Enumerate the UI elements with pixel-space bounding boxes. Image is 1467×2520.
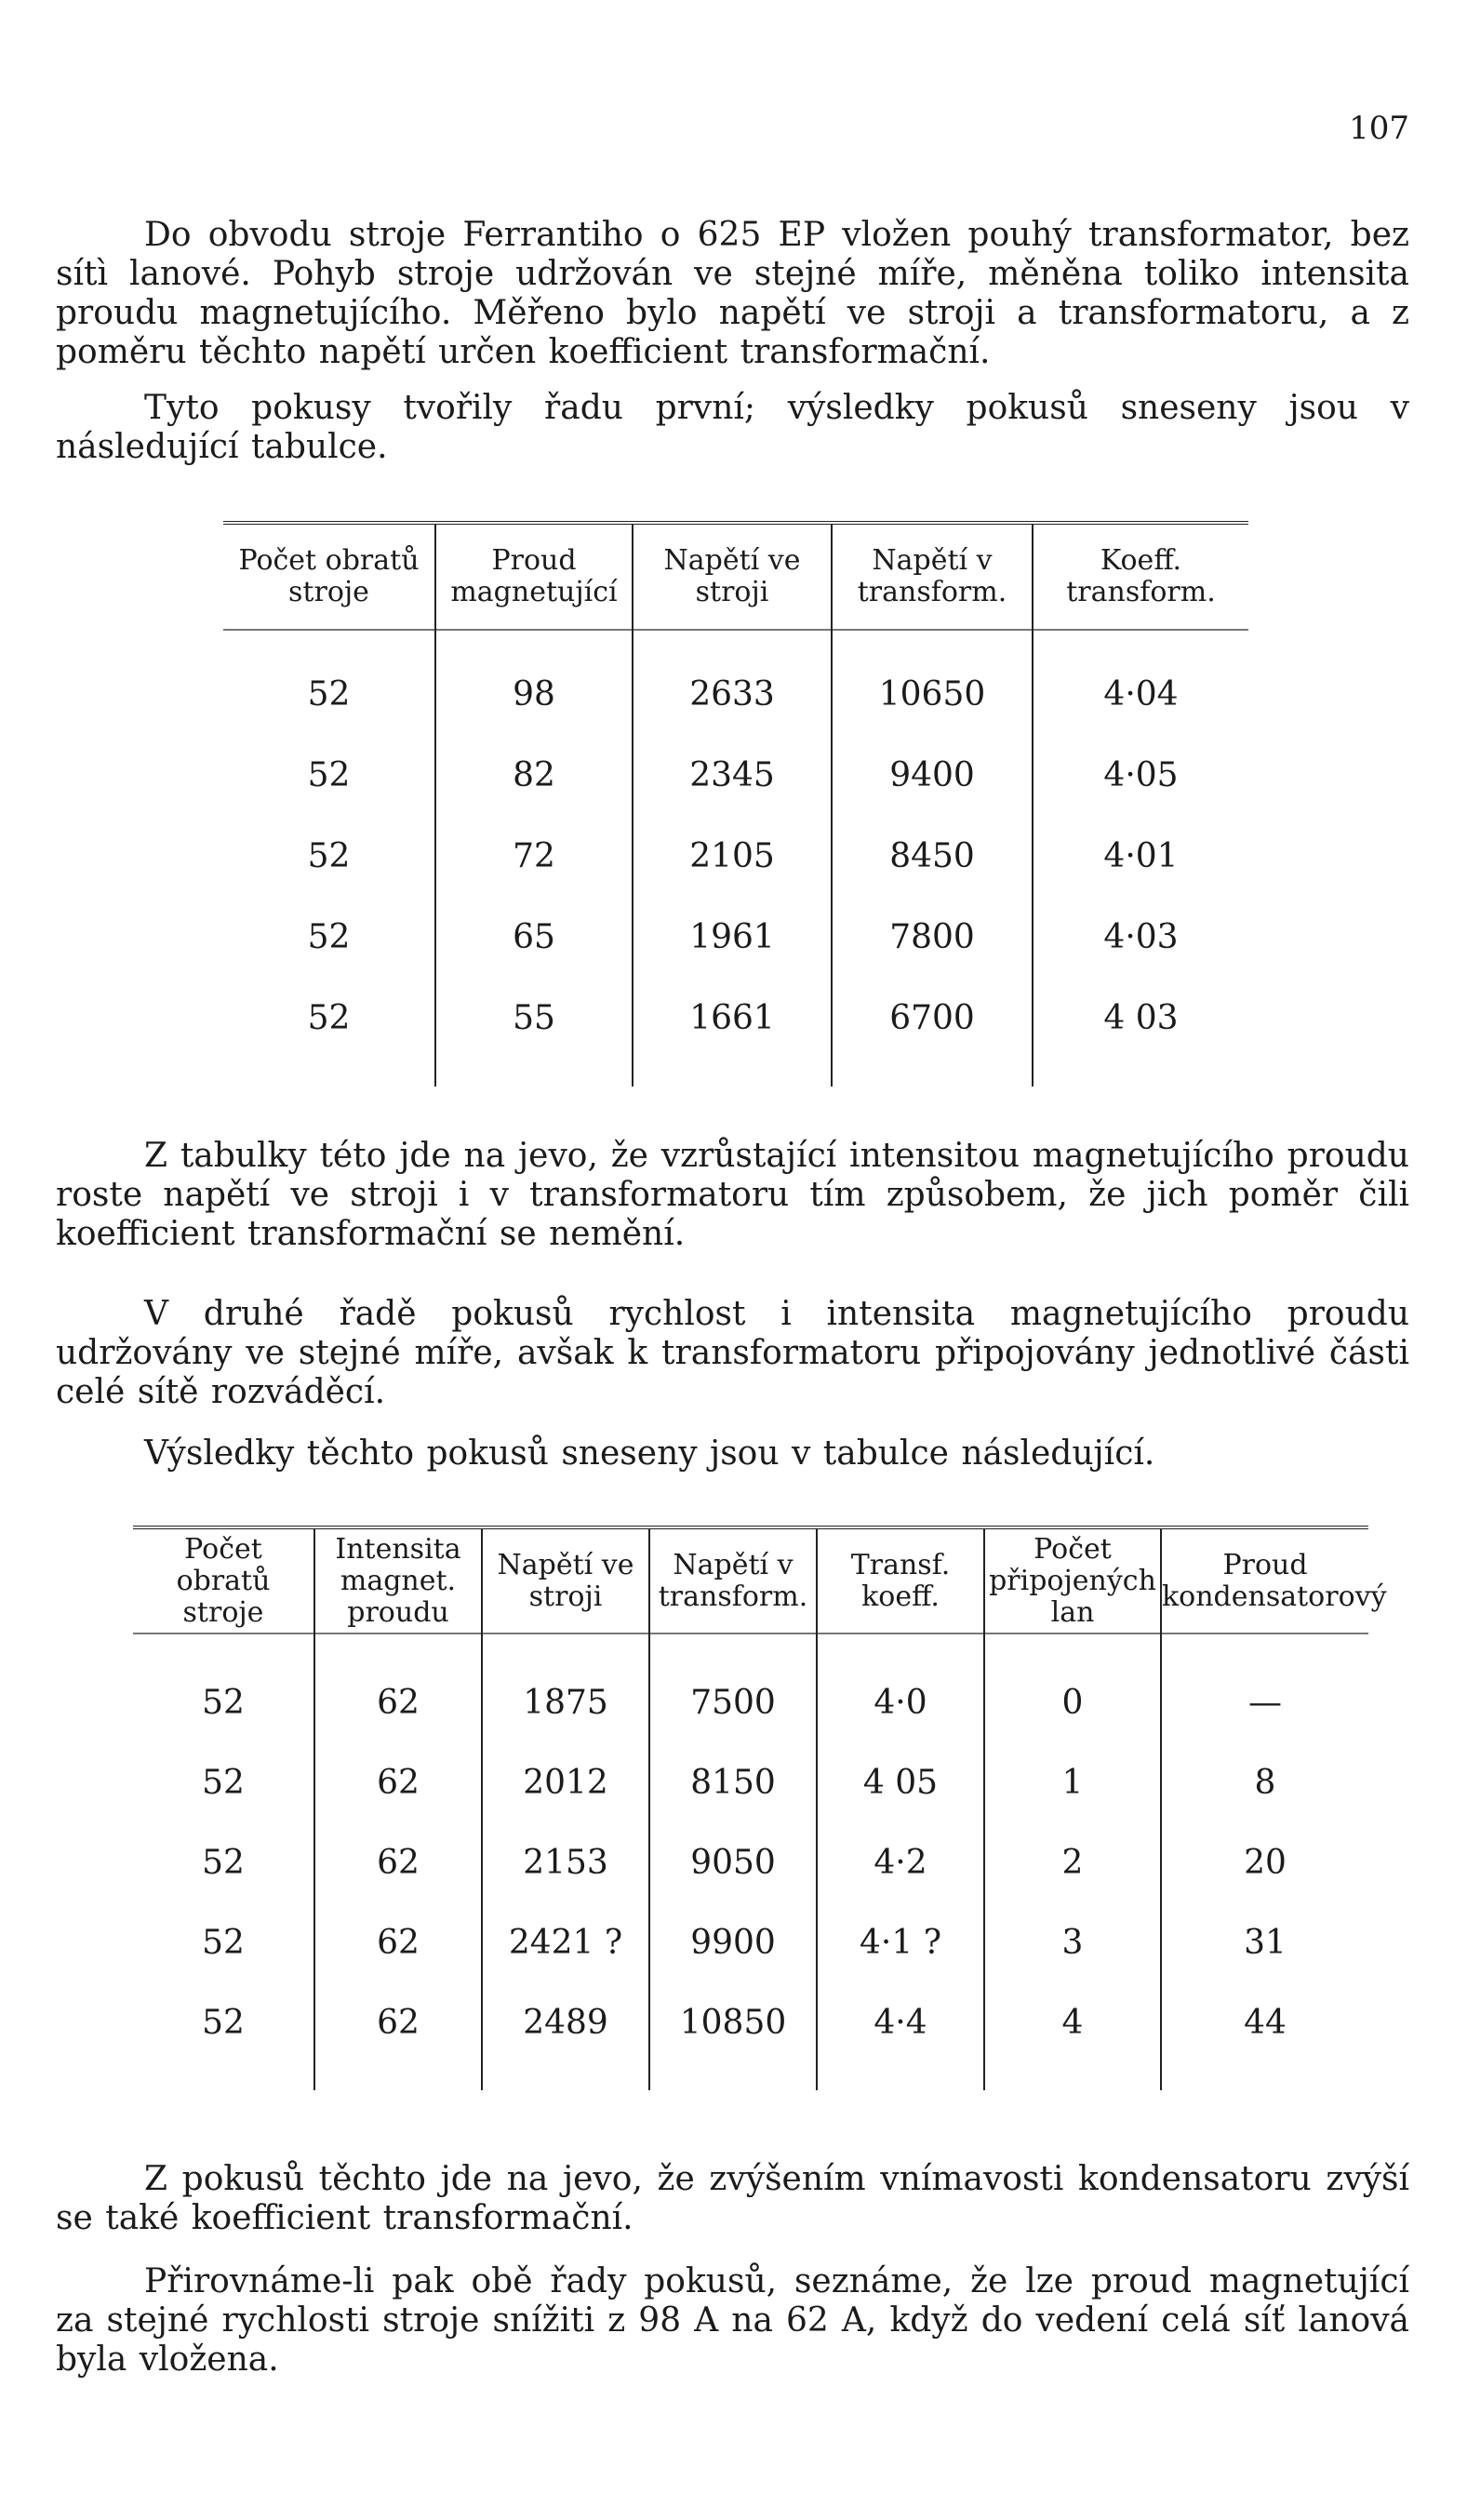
table-cell: 44 — [1161, 1982, 1368, 2062]
table-cell: 31 — [1161, 1902, 1368, 1982]
header-cell: Intensita magnet. proudu — [314, 1527, 482, 1633]
table-tail — [223, 1059, 1248, 1087]
header-cell: Napětí ve stroji — [482, 1527, 649, 1633]
table-cell: 52 — [202, 1923, 245, 1962]
table-cell: 52 — [202, 1843, 245, 1882]
table-header-row — [223, 523, 1248, 630]
paragraph-6 — [56, 2160, 1409, 2238]
table-cell: 62 — [314, 1742, 482, 1822]
table-cell: 52 — [307, 918, 351, 956]
table-cell: 72 — [435, 816, 633, 897]
table-cell: 52 — [307, 756, 351, 794]
table-cell: 82 — [435, 735, 633, 816]
table-cell: 1961 — [633, 897, 832, 978]
table-cell: 4·0 — [817, 1662, 984, 1742]
table-cell: 62 — [314, 1902, 482, 1982]
table-row — [133, 1662, 1368, 1742]
paragraph-1 — [56, 216, 1409, 372]
table-row — [223, 978, 1248, 1059]
table-cell: 55 — [435, 978, 633, 1059]
paragraph-2-text: Tyto pokusy tvořily řadu první; výsledky pokusů sneseny jsou v následující tabulce. — [56, 389, 1409, 466]
table-cell: 2421 ? — [482, 1902, 649, 1982]
table-row — [133, 1902, 1368, 1982]
table-row — [223, 816, 1248, 897]
table-cell: 8 — [1161, 1742, 1368, 1822]
header-cell: Napětí v transform. — [649, 1527, 817, 1633]
table-cell: 65 — [435, 897, 633, 978]
results-table-series-1 — [223, 521, 1248, 1087]
table-cell: 10650 — [832, 654, 1033, 735]
paragraph-6-text: Z pokusů těchto jde na jevo, že zvýšením vnímavosti kondensatoru zvýší se také koefficient transformační. — [56, 2160, 1409, 2237]
table-cell: 52 — [307, 837, 351, 875]
header-cell: Koeff. transform. — [1033, 523, 1248, 630]
table-cell: 52 — [307, 999, 351, 1037]
table-cell: 2153 — [482, 1822, 649, 1902]
table-cell: 9400 — [832, 735, 1033, 816]
table-cell: 4·03 — [1033, 897, 1248, 978]
table-cell: 9900 — [649, 1902, 817, 1982]
table-cell: 98 — [435, 654, 633, 735]
table-cell: 8150 — [649, 1742, 817, 1822]
table-cell: 7500 — [649, 1662, 817, 1742]
table-cell: 2345 — [633, 735, 832, 816]
table-cell: 1 — [984, 1742, 1161, 1822]
table-cell: 4·2 — [817, 1822, 984, 1902]
table-cell: 4·4 — [817, 1982, 984, 2062]
table-row — [133, 1742, 1368, 1822]
table-row — [133, 1822, 1368, 1902]
header-rule — [133, 1633, 1368, 1662]
header-cell: Napětí ve stroji — [633, 523, 832, 630]
table-cell: 8450 — [832, 816, 1033, 897]
paragraph-5 — [56, 1434, 1409, 1473]
table-cell: 4·05 — [1033, 735, 1248, 816]
header-cell: Počet obratů stroje — [176, 1532, 271, 1629]
table-cell: 52 — [307, 675, 351, 713]
table-cell: 2012 — [482, 1742, 649, 1822]
table-cell: 62 — [314, 1982, 482, 2062]
table-cell: 2 — [984, 1822, 1161, 1902]
table-cell: 62 — [314, 1662, 482, 1742]
table-cell: 4·04 — [1033, 654, 1248, 735]
table-cell: 4·01 — [1033, 816, 1248, 897]
table-cell: 7800 — [832, 897, 1033, 978]
paragraph-3 — [56, 1137, 1409, 1254]
table-row — [133, 1982, 1368, 2062]
table-tail — [133, 2062, 1368, 2090]
table-cell: 52 — [202, 2003, 245, 2042]
header-cell: Proud magnetující — [435, 523, 633, 630]
table-row — [223, 897, 1248, 978]
table-row — [223, 654, 1248, 735]
table-cell: 4 03 — [1033, 978, 1248, 1059]
results-table-series-2 — [133, 1526, 1387, 2090]
table-cell: 4 — [984, 1982, 1161, 2062]
paragraph-3-text: Z tabulky této jde na jevo, že vzrůstající intensitou magnetujícího proudu roste napětí ve stroji i v transformatoru tím způsobem, že jich poměr čili koefficient transformační se nemění. — [56, 1137, 1409, 1253]
paragraph-1-text: Do obvodu stroje Ferrantiho o 625 EP vložen pouhý transformator, bez sítì lanové. Pohyb stroje udržován ve stejné míře, měněna toliko intensita proudu magnetujícího. Měřeno bylo napětí ve stroji a transformatoru, a z poměru těchto napětí určen koefficient transformační. — [56, 216, 1409, 371]
page-number: 107 — [1349, 110, 1409, 147]
table-cell: 1661 — [633, 978, 832, 1059]
paragraph-4 — [56, 1295, 1409, 1412]
paragraph-7-text: Přirovnáme-li pak obě řady pokusů, seznáme, že lze proud magnetující za stejné rychlosti stroje snížiti z 98 A na 62 A, když do vedení celá síť lanová byla vložena. — [56, 2262, 1409, 2379]
header-cell: Transf. koeff. — [817, 1527, 984, 1633]
table-cell: 0 — [984, 1662, 1161, 1742]
header-rule — [223, 630, 1248, 654]
table-cell: 9050 — [649, 1822, 817, 1902]
table-cell: — — [1161, 1662, 1368, 1742]
table-cell: 10850 — [649, 1982, 817, 2062]
table-cell: 3 — [984, 1902, 1161, 1982]
header-cell: Napětí v transform. — [832, 523, 1033, 630]
table-cell: 4·1 ? — [817, 1902, 984, 1982]
header-cell: Počet připojených lan — [984, 1527, 1161, 1633]
table-cell: 2489 — [482, 1982, 649, 2062]
paragraph-4-text: V druhé řadě pokusů rychlost i intensita magnetujícího proudu udržovány ve stejné míře, avšak k transformatoru připojovány jednotlivé části celé sítě rozváděcí. — [56, 1295, 1409, 1411]
table-cell: 52 — [202, 1683, 245, 1722]
table-cell: 1875 — [482, 1662, 649, 1742]
table-cell: 20 — [1161, 1822, 1368, 1902]
table-cell: 52 — [202, 1763, 245, 1802]
paragraph-5-text: Výsledky těchto pokusů sneseny jsou v tabulce následující. — [144, 1434, 1155, 1473]
paragraph-7 — [56, 2262, 1409, 2380]
header-cell: Proud kondensatorový — [1161, 1527, 1368, 1633]
table-cell: 2633 — [633, 654, 832, 735]
table-header-row — [133, 1527, 1368, 1633]
header-cell: Počet obratů stroje — [238, 544, 420, 608]
table-cell: 62 — [314, 1822, 482, 1902]
paragraph-2 — [56, 389, 1409, 467]
table-cell: 6700 — [832, 978, 1033, 1059]
table-cell: 4 05 — [817, 1742, 984, 1822]
table-row — [223, 735, 1248, 816]
table-cell: 2105 — [633, 816, 832, 897]
